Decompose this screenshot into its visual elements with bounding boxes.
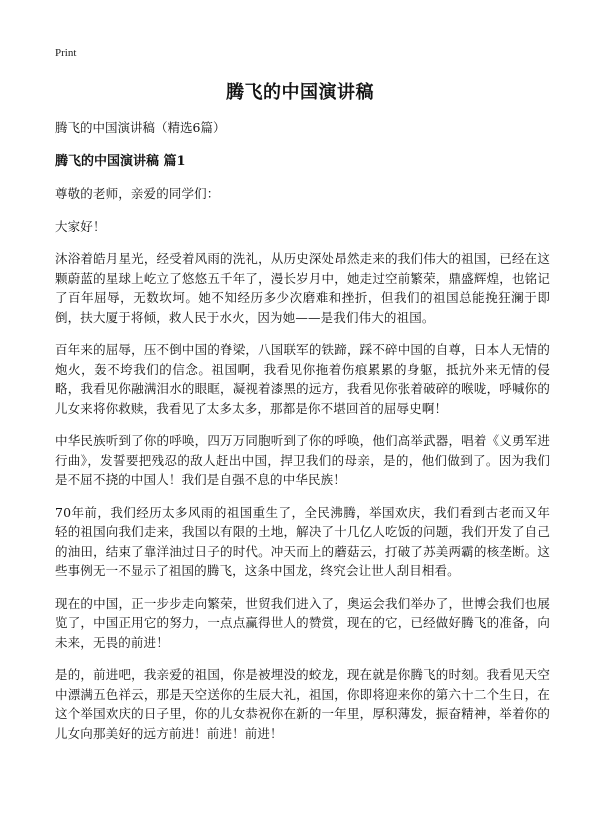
page-title: 腾飞的中国演讲稿 bbox=[226, 82, 374, 103]
print-link[interactable]: Print bbox=[55, 47, 77, 59]
body-paragraph: 是的，前进吧，我亲爱的祖国，你是被埋没的蛟龙，现在就是你腾飞的时刻。我看见天空中漂满五色祥云，那是天空送你的生辰大礼，祖国，你即将迎来你的第六十二个生日，在这个举国欢庆的日子里，你的儿女恭祝你在新的一年里，厚积薄发，振奋精神，举着你的儿女向那美好的远方前进！前进！前进！ bbox=[55, 667, 550, 741]
body-paragraph: 中华民族听到了你的呼唤，四万万同胞听到了你的呼唤，他们高举武器，唱着《义勇军进行曲》，发誓要把残忍的敌人赶出中国，捍卫我们的母亲，是的，他们做到了。因为我们是不屈不挠的中国人！我们是自强不息的中华民族！ bbox=[55, 433, 550, 487]
greeting-paragraph: 大家好！ bbox=[55, 218, 106, 234]
section-heading: 腾飞的中国演讲稿 篇1 bbox=[55, 154, 186, 169]
body-paragraph: 百年来的屈辱，压不倒中国的脊梁，八国联军的铁蹄，踩不碎中国的自尊，日本人无情的炮火，轰不垮我们的信念。祖国啊，我看见你拖着伤痕累累的身躯，抵抗外来无情的侵略，我看见你融满泪水的眼眶，凝视着漆黑的远方，我看见你张着破碎的喉咙，呼喊你的儿女来将你救赎，我看见了太多太多，那都是你不堪回首的屈辱史啊！ bbox=[55, 342, 550, 416]
article-subtitle: 腾飞的中国演讲稿（精选6篇） bbox=[55, 120, 226, 135]
body-paragraph: 现在的中国，正一步步走向繁荣，世贸我们进入了，奥运会我们举办了，世博会我们也展览了，中国正用它的努力，一点点赢得世人的赞赏，现在的它，已经做好腾飞的准备，向未来，无畏的前进！ bbox=[55, 595, 550, 650]
body-paragraph: 沐浴着皓月星光，经受着风雨的洗礼，从历史深处昂然走来的我们伟大的祖国，已经在这颗蔚蓝的星球上屹立了悠悠五千年了，漫长岁月中，她走过空前繁荣，鼎盛辉煌，也铭记了百年屈辱，无数坎坷。她不知经历多少次磨难和挫折，但我们的祖国总能挽狂澜于即倒，扶大厦于将倾，救人民于水火，因为她——是我们伟大的祖国。 bbox=[55, 251, 550, 325]
body-paragraph: 70年前，我们经历太多风雨的祖国重生了，全民沸腾，举国欢庆，我们看到古老而又年轻的祖国向我们走来，我国以有限的土地，解决了十几亿人吃饭的问题，我们开发了自己的油田，结束了靠洋油过日子的时代。冲天而上的蘑菇云，打破了苏美两霸的核垄断。这些事例无一不显示了祖国的腾飞，这条中国龙，终究会让世人刮目相看。 bbox=[55, 504, 550, 578]
salutation-paragraph: 尊敬的老师，亲爱的同学们： bbox=[55, 186, 220, 201]
article-body bbox=[55, 118, 550, 756]
